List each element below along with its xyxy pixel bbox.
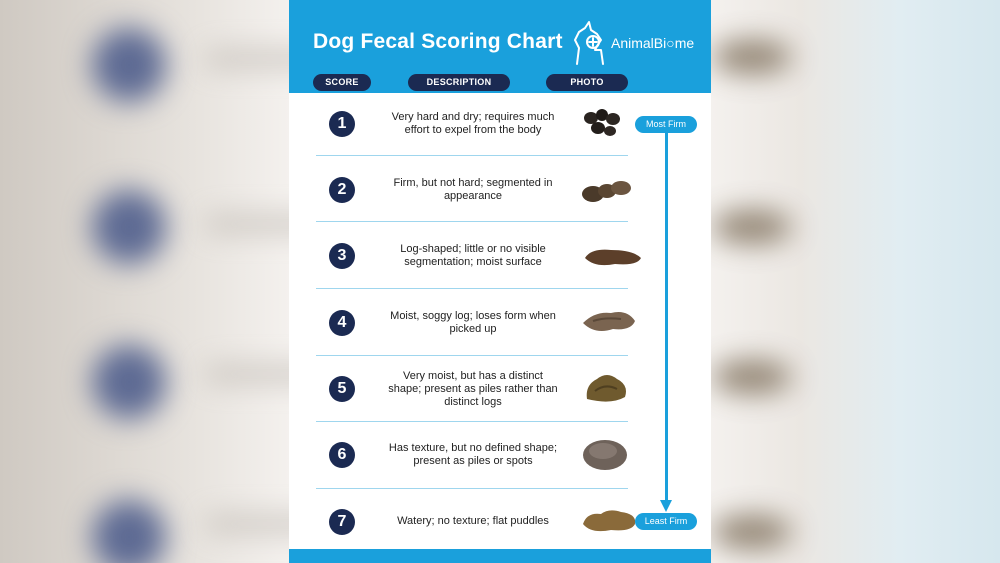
score-row-7 xyxy=(317,490,627,556)
blurred-photo xyxy=(712,360,792,394)
soggy-log-icon xyxy=(581,305,639,339)
score-number: 2 xyxy=(329,177,355,203)
blurred-circle xyxy=(92,190,166,264)
score-description: Log-shaped; little or no visible segmentation; moist surface xyxy=(400,243,546,268)
score-description: Firm, but not hard; segmented in appearance xyxy=(393,177,553,202)
score-number: 7 xyxy=(329,509,355,535)
row-divider xyxy=(316,221,628,222)
score-description: Watery; no texture; flat puddles xyxy=(397,515,549,527)
footer-band xyxy=(289,549,711,563)
score-column-header: SCORE xyxy=(313,74,371,91)
blurred-photo xyxy=(712,210,792,244)
score-row-3 xyxy=(317,224,627,290)
score-row-2 xyxy=(317,158,627,224)
score-number: 4 xyxy=(329,310,355,336)
spot-stool-icon xyxy=(581,435,631,473)
chart-title: Dog Fecal Scoring Chart xyxy=(313,30,563,53)
photo-column-header: PHOTO xyxy=(546,74,628,91)
score-description: Has texture, but no defined shape; present as piles or spots xyxy=(388,442,558,467)
row-divider xyxy=(316,355,628,356)
score-row-5 xyxy=(317,357,627,423)
header-band xyxy=(289,0,711,93)
score-number: 3 xyxy=(329,243,355,269)
most-firm-label: Most Firm xyxy=(635,116,697,133)
score-description: Very moist, but has a distinct shape; present as piles rather than distinct logs xyxy=(388,370,558,408)
score-description: Moist, soggy log; loses form when picked up xyxy=(390,310,556,335)
row-divider xyxy=(316,421,628,422)
blurred-circle xyxy=(92,28,166,102)
row-divider xyxy=(316,288,628,289)
score-row-1 xyxy=(317,92,627,158)
blurred-circle xyxy=(92,345,166,419)
score-number: 6 xyxy=(329,442,355,468)
blurred-photo xyxy=(712,515,792,549)
blurred-photo xyxy=(712,40,792,74)
blurred-circle xyxy=(92,500,166,563)
segmented-stool-icon xyxy=(581,174,635,208)
pile-stool-icon xyxy=(581,369,631,407)
score-row-6 xyxy=(317,423,627,489)
score-number: 1 xyxy=(329,111,355,137)
row-divider xyxy=(316,488,628,489)
least-firm-label: Least Firm xyxy=(635,513,697,530)
score-row-4 xyxy=(317,291,627,357)
puddle-icon xyxy=(581,504,639,536)
hard-pellets-icon xyxy=(581,106,627,140)
description-column-header: DESCRIPTION xyxy=(408,74,510,91)
row-divider xyxy=(316,155,628,156)
fecal-chart-card xyxy=(289,0,711,563)
score-number: 5 xyxy=(329,376,355,402)
firmness-arrow-head-icon xyxy=(660,500,672,512)
score-description: Very hard and dry; requires much effort to expel from the body xyxy=(391,111,555,136)
firmness-arrow-line xyxy=(665,131,668,503)
brand-name: AnimalBi○me xyxy=(611,35,695,51)
log-stool-icon xyxy=(581,244,645,272)
